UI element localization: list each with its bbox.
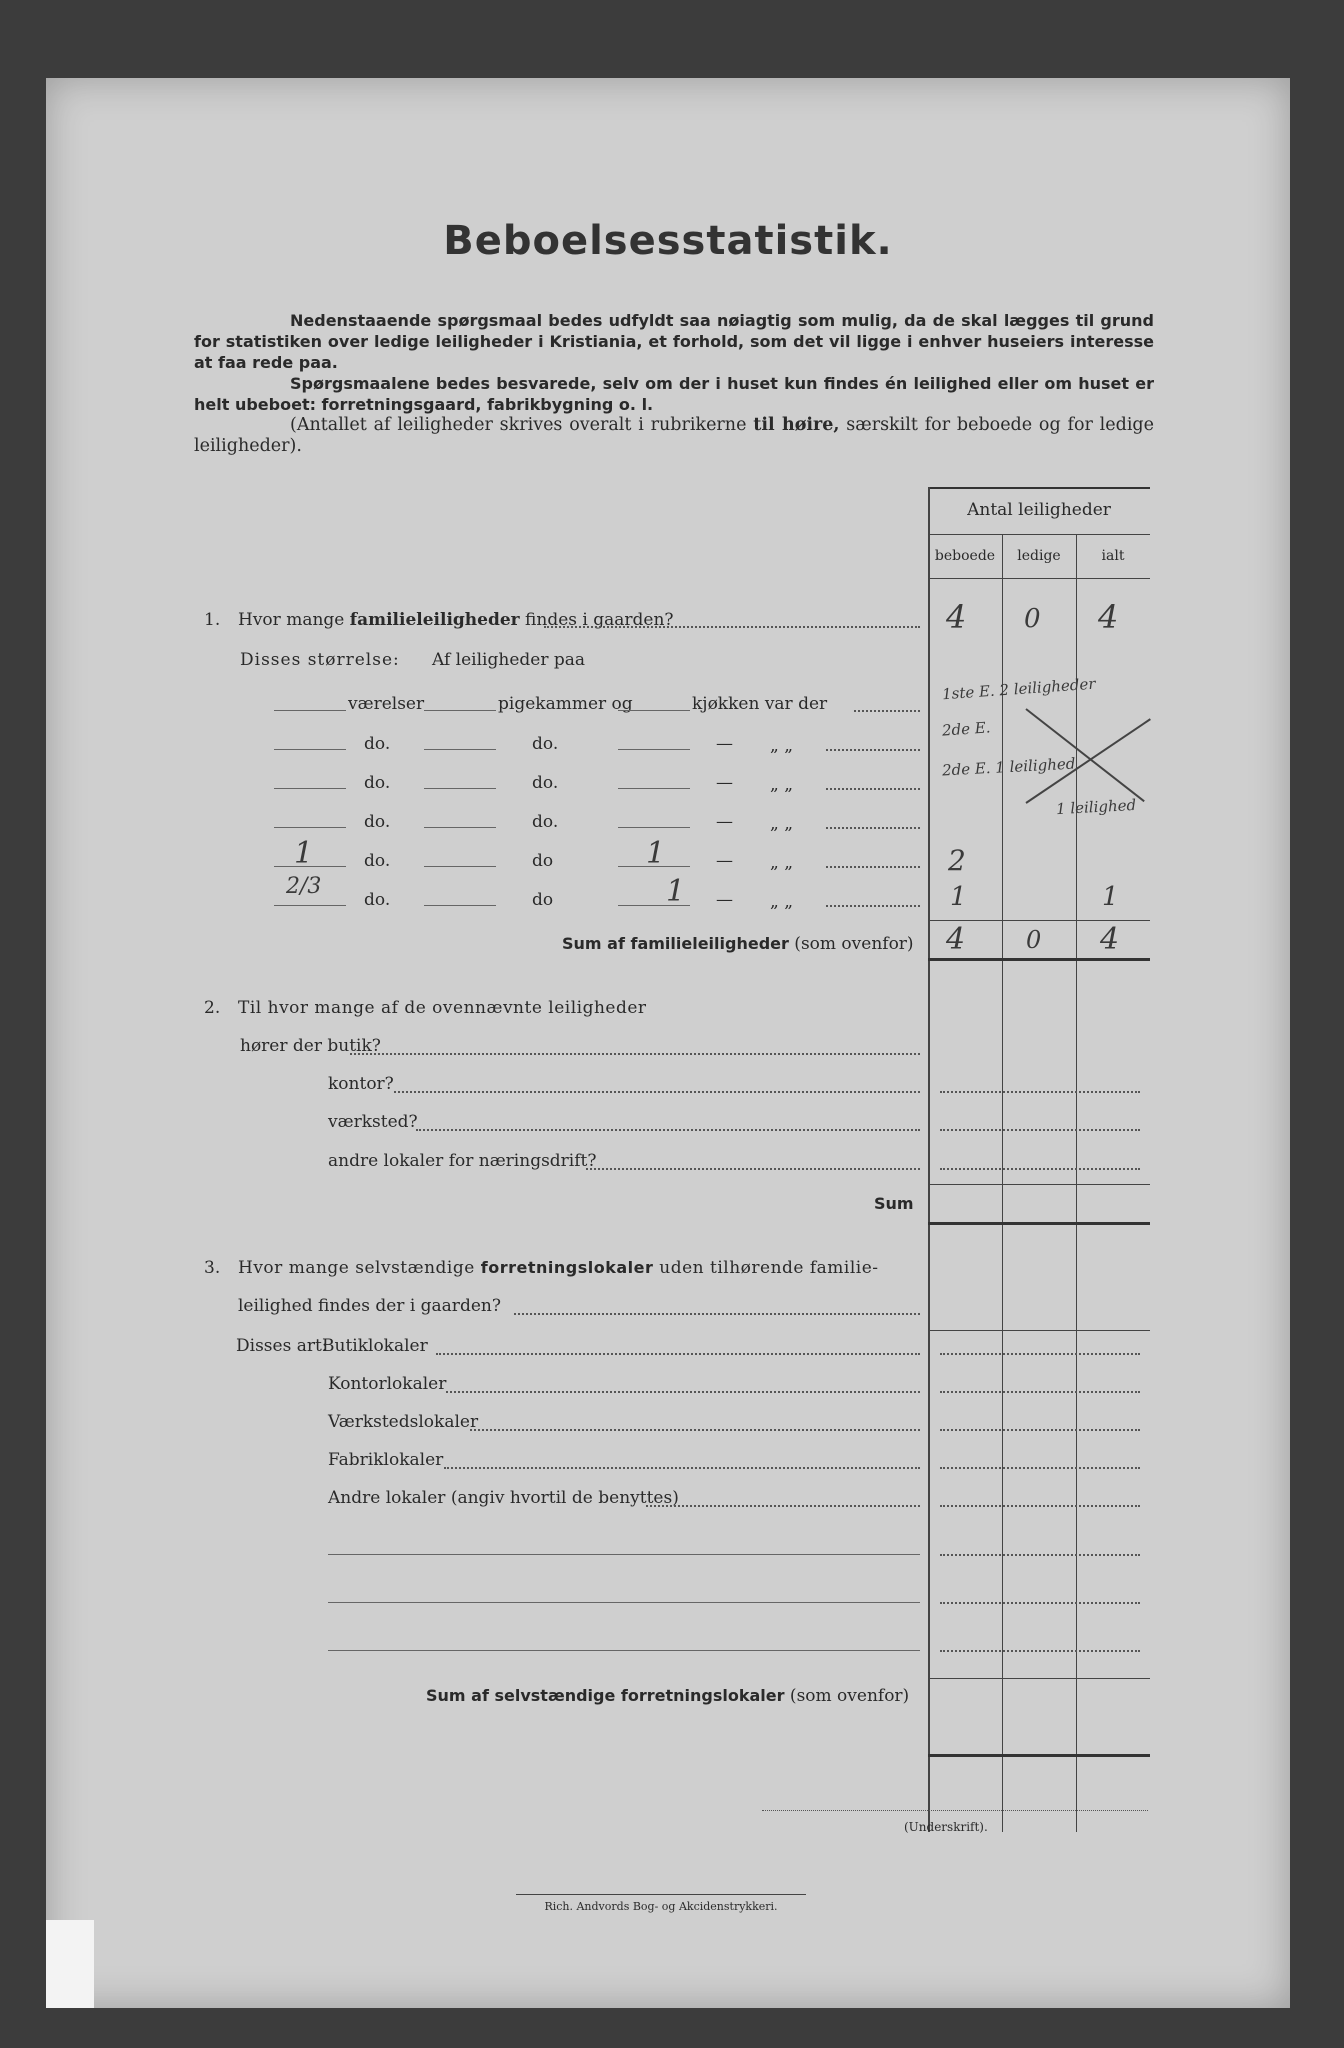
q2-andre: andre lokaler for næringsdrift? [328,1151,597,1171]
row2-dash: — [716,734,733,754]
row6-beboede-handwritten: 1 [950,882,967,912]
rooms-blank-4 [274,827,346,828]
page-corner-highlight [46,1920,94,2008]
q3-l2-dots [446,1391,920,1393]
intro-paragraph-1: Nedenstaaende spørgsmaal bedes udfyldt saa nøiagtig som mulig, da de skal lægges til grund for statistiken over ledige leiligheder i Kristiania, et forhold, som det vil ligge i enhver huseiers interesse at faa rede paa. [194,311,1154,372]
row6-ditto: „ „ [770,892,794,912]
q3-table-dots-8 [940,1650,1140,1652]
row6-ialt-handwritten: 1 [1102,882,1119,912]
row6-dash: — [716,890,733,910]
intro-paragraph-3: (Antallet af leiligheder skrives overalt i rubrikerne til høire, særskilt for beboede og for ledige leiligheder). [194,415,1154,456]
row4-do: do. [364,812,391,832]
table-head-rule [928,578,1150,579]
q3-blank-line-1 [328,1554,920,1555]
q2-vaerksted-dots [416,1129,920,1131]
q3-table-dots-4 [940,1467,1140,1469]
row2-ditto: „ „ [770,736,794,756]
row6-rooms-handwritten: 2/3 [286,874,322,899]
row-head-rooms: værelser [348,694,425,714]
maid-blank-4 [424,827,496,828]
row6-do: do. [364,890,391,910]
row1-dots [854,710,920,712]
q3-l1-dots [436,1353,920,1355]
row5-kitchen-handwritten: 1 [646,836,666,871]
hw-note-2: 2de E. [941,718,992,740]
row5-dash: — [716,851,733,871]
q2-sum-label: Sum [874,1194,914,1213]
q3-vaerkstedslokaler: Værkstedslokaler [328,1412,479,1432]
kitchen-blank-3 [618,788,690,789]
row-head-maid: pigekammer og [498,694,633,714]
row5-dots [826,866,920,868]
q2-table-dots-1 [940,1091,1140,1093]
q3-answer-rule [928,1330,1150,1331]
row3-do-2: do. [532,773,559,793]
row5-do-2: do [532,851,554,871]
col-header-ledige: ledige [1017,548,1061,564]
q3-number: 3. [204,1258,221,1278]
q1-sum-label: Sum af familieleiligheder (som ovenfor) [562,934,914,954]
form-title: Beboelsesstatistik. [443,218,893,264]
row3-dots [826,788,920,790]
row3-ditto: „ „ [770,775,794,795]
q3-question-line1: Hvor mange selvstændige forretningslokaler uden tilhørende familie- [238,1258,879,1278]
row3-do: do. [364,773,391,793]
q3-l5-dots [646,1505,920,1507]
row6-dots [826,905,920,907]
hw-note-1: 1ste E. 2 leiligheder [941,674,1097,704]
row4-dash: — [716,812,733,832]
table-left-border [928,487,930,1832]
q1-answer-ialt: 4 [1098,598,1119,636]
row-head-kitchen: kjøkken var der [692,694,828,714]
q2-sum-top-rule [928,1184,1150,1185]
q3-kontorlokaler: Kontorlokaler [328,1374,447,1394]
row2-dots [826,749,920,751]
maid-blank-5 [424,866,496,867]
q2-kontor: kontor? [328,1074,394,1094]
q3-butiklokaler: Butiklokaler [322,1336,428,1356]
q1-sum-beboede: 4 [946,922,966,957]
q1-leader-dots [544,626,920,628]
q3-table-dots-1 [940,1353,1140,1355]
table-top-rule [928,487,1150,489]
q1-sum-bottom-rule [928,958,1150,961]
col-header-beboede: beboede [934,548,996,564]
q3-sum-label: Sum af selvstændige forretningslokaler (som ovenfor) [426,1686,910,1706]
q2-table-dots-3 [940,1168,1140,1170]
q3-table-dots-3 [940,1429,1140,1431]
q3-table-dots-6 [940,1554,1140,1556]
q3-art-label: Disses art: [236,1336,328,1356]
q3-leader-dots [514,1313,920,1315]
maid-blank-1 [424,710,496,711]
q1-number: 1. [204,610,221,630]
q2-kontor-dots [394,1091,920,1093]
q1-sum-ialt: 4 [1100,922,1120,957]
table-col-divider-2 [1076,534,1077,1832]
row4-ditto: „ „ [770,814,794,834]
q3-question-line2: leilighed findes der i gaarden? [238,1296,501,1316]
intro-paragraph-2: Spørgsmaalene bedes besvarede, selv om der i huset kun findes én leilighed eller om huset er helt ubeboet: forretningsgaard, fabrikbygning o. l. [194,374,1154,414]
table-group-header: Antal leiligheder [967,500,1111,520]
table-group-rule [928,534,1150,535]
q1-size-label: Disses størrelse: [240,650,400,670]
row5-rooms-handwritten: 1 [294,836,314,871]
kitchen-blank-1 [618,710,690,711]
q3-l4-dots [444,1467,920,1469]
q3-blank-line-2 [328,1602,920,1603]
signature-label: (Underskrift). [904,1820,988,1834]
hw-note-4: 1 leilighed [1055,795,1137,819]
q3-sum-top-rule [928,1678,1150,1679]
maid-blank-2 [424,749,496,750]
printer-imprint: Rich. Andvords Bog- og Akcidenstrykkeri. [544,1900,778,1913]
maid-blank-6 [424,905,496,906]
q3-table-dots-5 [940,1505,1140,1507]
row5-ditto: „ „ [770,853,794,873]
row3-dash: — [716,773,733,793]
q2-question: Til hvor mange af de ovennævnte leiligheder [238,998,647,1018]
rooms-blank-1 [274,710,346,711]
q1-sum-ledige: 0 [1026,926,1042,954]
q2-sum-bottom-rule [928,1222,1150,1225]
q1-answer-ledige: 0 [1024,604,1041,634]
table-col-divider-1 [1002,534,1003,1832]
q3-blank-line-3 [328,1650,920,1651]
row4-dots [826,827,920,829]
q1-size-sub: Af leiligheder paa [432,650,585,670]
row5-do: do. [364,851,391,871]
q3-table-dots-2 [940,1391,1140,1393]
row2-do-2: do. [532,734,559,754]
row4-do-2: do. [532,812,559,832]
q2-andre-dots [586,1168,920,1170]
kitchen-blank-2 [618,749,690,750]
row6-do-2: do [532,890,554,910]
rooms-blank-2 [274,749,346,750]
rooms-blank-6 [274,905,346,906]
kitchen-blank-4 [618,827,690,828]
q3-l3-dots [470,1429,920,1431]
hw-note-3: 2de E. 1 leilighed [941,754,1076,780]
rooms-blank-3 [274,788,346,789]
row6-kitchen-handwritten: 1 [666,874,686,909]
q2-butik-dots [350,1053,920,1055]
q2-table-dots-2 [940,1129,1140,1131]
q2-butik: hører der butik? [240,1036,381,1056]
q3-table-dots-7 [940,1602,1140,1604]
col-header-ialt: ialt [1101,548,1125,564]
row5-beboede-handwritten: 2 [948,844,966,877]
printer-rule [516,1894,806,1895]
q1-answer-beboede: 4 [946,598,967,636]
q2-number: 2. [204,998,221,1018]
intro-text [194,310,1154,457]
maid-blank-3 [424,788,496,789]
signature-line [762,1810,1148,1811]
q3-andre-lokaler: Andre lokaler (angiv hvortil de benyttes) [328,1488,679,1508]
q2-vaerksted: værksted? [328,1112,418,1132]
q1-question: Hvor mange familieleiligheder findes i gaarden? [238,610,674,630]
q3-sum-bottom-rule [928,1754,1150,1757]
q1-sum-top-rule [928,920,1150,921]
row2-do: do. [364,734,391,754]
form-page [46,78,1290,2008]
q3-fabriklokaler: Fabriklokaler [328,1450,444,1470]
